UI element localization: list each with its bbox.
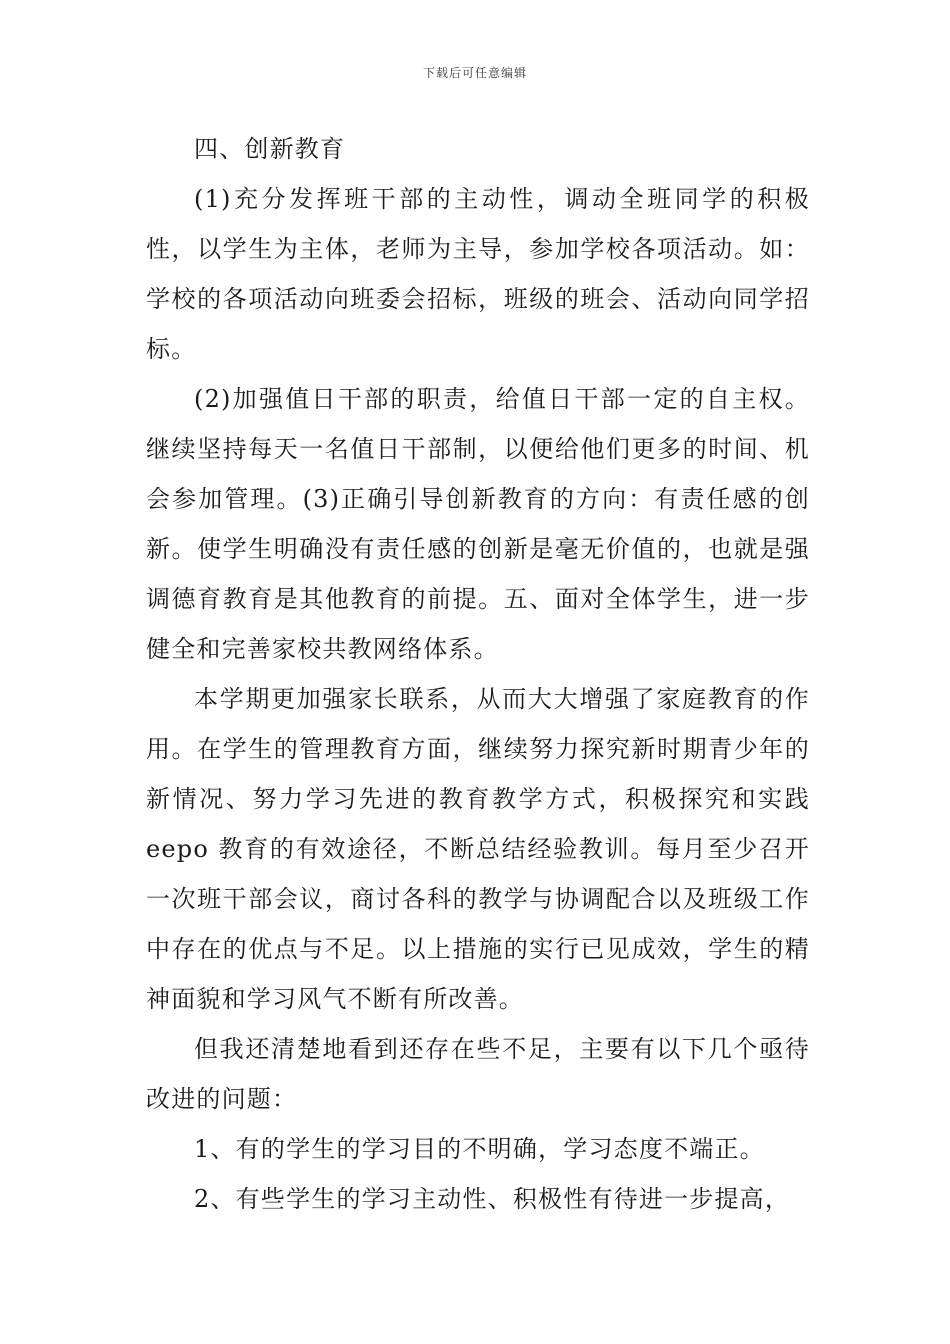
list-item: 1、有的学生的学习目的不明确，学习态度不端正。 xyxy=(194,1135,765,1163)
paragraph: 本学期更加强家长联系，从而大大增强了家庭教育的作用。在学生的管理教育方面，继续努力探究新时期青少年的新情况、努力学习先进的教育教学方式，积极探究和实践 eepo 教育的有效途径，不断总结经验教训。每月至少召开一次班干部会议，商讨各科的教学与协调配合以及班级工作中存在的优点与不足。以上措施的实行已见成效，学生的精神面貌和学习风气不断有所改善。 xyxy=(146,685,810,1013)
section-heading: 四、创新教育 xyxy=(194,135,346,163)
list-item: 2、有些学生的学习主动性、积极性有待进一步提高， xyxy=(194,1185,791,1213)
paragraph: 但我还清楚地看到还存在些不足，主要有以下几个亟待改进的问题： xyxy=(146,1035,810,1113)
document-body xyxy=(146,124,810,1224)
paragraph: (1)充分发挥班干部的主动性，调动全班同学的积极性，以学生为主体，老师为主导，参加学校各项活动。如：学校的各项活动向班委会招标，班级的班会、活动向同学招标。 xyxy=(146,185,810,363)
paragraph: (2)加强值日干部的职责，给值日干部一定的自主权。继续坚持每天一名值日干部制，以便给他们更多的时间、机会参加管理。(3)正确引导创新教育的方向：有责任感的创新。使学生明确没有责任感的创新是毫无价值的，也就是强调德育教育是其他教育的前提。五、面对全体学生，进一步健全和完善家校共教网络体系。 xyxy=(146,385,810,663)
page-header: 下载后可任意编辑 xyxy=(422,66,527,80)
